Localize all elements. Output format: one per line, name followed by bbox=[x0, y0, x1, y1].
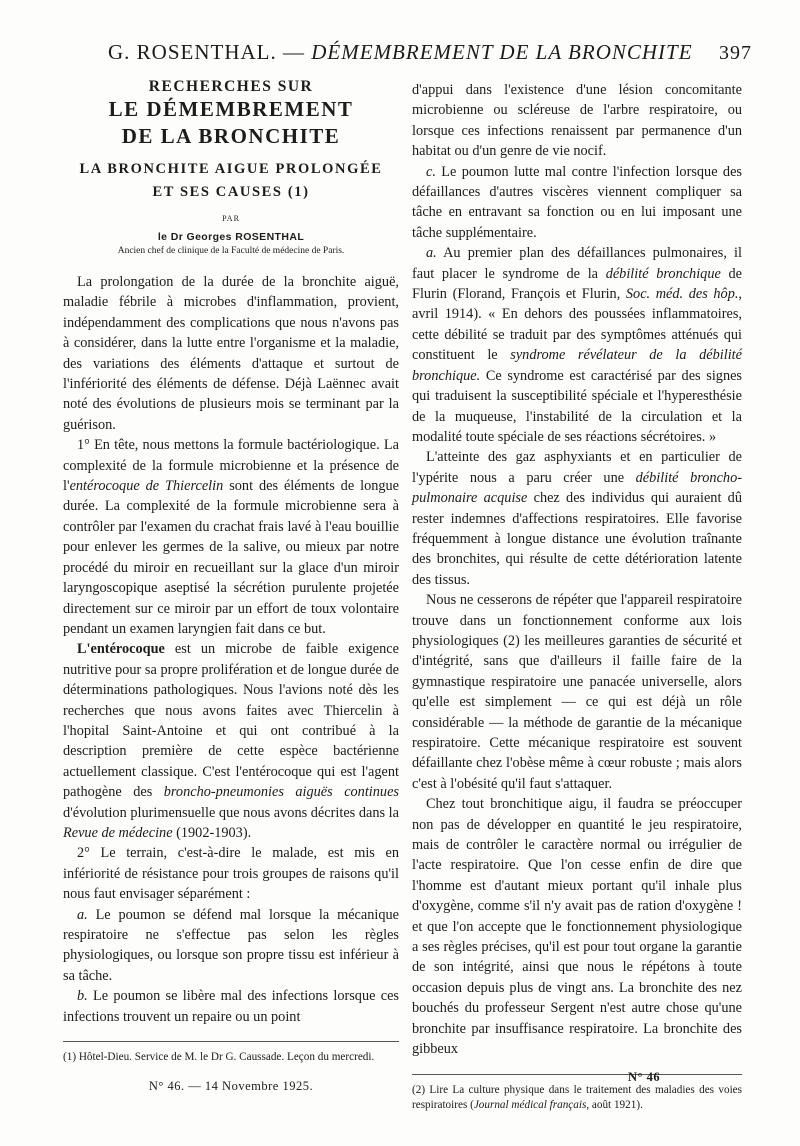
paragraph: b. Le poumon se libère mal des infections lorsque ces infections trouvent un repaire ou un point bbox=[63, 988, 399, 1025]
running-head-title: DÉMEMBREMENT DE LA BRONCHITE bbox=[311, 40, 693, 64]
left-column bbox=[63, 80, 399, 1094]
running-head-text bbox=[108, 40, 693, 65]
subheading-line-2: ET SES CAUSES (1) bbox=[152, 184, 310, 200]
heading-line-3: DE LA BRONCHITE bbox=[121, 124, 341, 148]
paragraph: La prolongation de la durée de la bronchite aiguë, maladie fébrile à microbes d'inflammation, provient, indépendamment des complications que nous n'avons pas à considérer, dans la lutte entre l'organisme et la maladie, des variations des éléments d'attaque et surtout de l'infériorité des éléments de défense. Déjà Laënnec avait noté des évolutions de plusieurs mois se terminant par la guérison. bbox=[63, 274, 399, 433]
author-name: le Dr Georges ROSENTHAL bbox=[157, 231, 305, 243]
heading-line-1: RECHERCHES SUR bbox=[148, 78, 314, 95]
paragraph: 1° En tête, nous mettons la formule bactériologique. La complexité de la formule microbienne et la présence de l'entérocoque de Thiercelin sont des éléments de longue durée. La complexité de la formule microbienne sera à contrôler par l'examen du crachat frais lavé à l'eau bouillie pour enlever les germes de la salive, ou mieux par notre procédé du miroir en recueillant sur la glace d'un miroir laryngoscopique aseptisé la sécrétion purulente projetée directement sur ce miroir par un effort de toux volontaire pendant un examen laryngien fait dans ce but. bbox=[63, 437, 400, 637]
byline-par: PAR bbox=[222, 214, 240, 223]
footnote: (2) Lire La culture physique dans le traitement des maladies des voies respiratoires (Journal médical français, août 1921). bbox=[412, 1083, 742, 1111]
author-affiliation: Ancien chef de clinique de la Faculté de médecine de Paris. bbox=[117, 246, 345, 256]
issue-number: N° 46 bbox=[628, 1070, 661, 1084]
paragraph: a. Le poumon se défend mal lorsque la mécanique respiratoire ne s'effectue pas selon les règles physiologiques, ou lorsque son propre tissu est inférieur à sa tâche. bbox=[63, 906, 399, 984]
running-head bbox=[108, 40, 752, 76]
paragraph: L'atteinte des gaz asphyxiants et en particulier de l'ypérite nous a paru créer une débilité broncho-pulmonaire acquise chez des individus qui auraient dû rester indemnes d'affections respiratoires. Elle favorise fréquemment à longue distance une évolution traînante des bronchites, qui résulte de cette détérioration latente des tissus. bbox=[412, 449, 742, 588]
paragraph: 2° Le terrain, c'est-à-dire le malade, est mis en infériorité de résistance pour trois groupes de raisons qu'il nous faut envisager séparément : bbox=[63, 845, 399, 903]
footnote: (1) Hôtel-Dieu. Service de M. le Dr G. Caussade. Leçon du mercredi. bbox=[63, 1051, 375, 1064]
paragraph: d'appui dans l'existence d'une lésion concomitante microbienne ou scléreuse de l'arbre respiratoire, ou lorsque ces infections renaissent par permanence d'un habitat ou d'un genre de vie nocif. bbox=[412, 82, 742, 160]
running-head-author: G. ROSENTHAL. — bbox=[108, 40, 305, 64]
paragraph: a. Au premier plan des défaillances pulmonaires, il faut placer le syndrome de la débilité bronchique de Flurin (Florand, François et Flurin, Soc. méd. des hôp., avril 1914). « En dehors des poussées inflammatoires, cette débilité se traduit par des symptômes atténués qui constituent le syndrome révélateur de la débilité bronchique. Ce syndrome est caractérisé par des signes qui traduisent la susceptibilité spéciale et l'hyperesthésie de la muqueuse, l'instabilité de la circulation et la modalité toute spéciale de ses réactions sécrétoires. » bbox=[412, 245, 742, 445]
heading-line-2: LE DÉMEMBREMENT bbox=[108, 97, 354, 121]
paragraph: Nous ne cesserons de répéter que l'appareil respiratoire trouve dans un fonctionnement conforme aux lois physiologiques (2) les meilleures garanties de sécurité et d'intégrité, sans que d'ailleurs il faille faire de la gymnastique respiratoire une panacée universelle, alors qu'elle est simplement — ce qui est déjà un rôle considérable — la méthode de garantie de la mécanique respiratoire. Cette mécanique respiratoire est souvent défaillante chez l'obèse même à cœur robuste ; mais alors c'est à l'obésité qu'il faut s'attaquer. bbox=[412, 592, 742, 792]
paragraph: c. Le poumon lutte mal contre l'infection lorsque des défaillances d'autres viscères viennent compliquer sa tâche en entravant sa fonction ou en lui imposant une tâche supplémentaire. bbox=[412, 163, 742, 241]
subheading-line-1: LA BRONCHITE AIGUE PROLONGÉE bbox=[79, 161, 383, 177]
right-column bbox=[412, 80, 742, 1113]
footnote-rule bbox=[63, 1041, 399, 1042]
page-number: 397 bbox=[719, 42, 752, 64]
paragraph: Chez tout bronchitique aigu, il faudra se préoccuper non pas de développer en quantité le jeu respiratoire, mais de contrôler le caractère normal ou irrégulier de l'acte respiratoire. Que l'on cesse enfin de dire que l'homme est d'autant mieux portant qu'il inhale plus d'oxygène, comme s'il n'y avait pas de ration d'oxygène ! et que l'on accepte que le fonctionnement physiologique a ses règles précises, qu'il est pour tout organe la garantie de son intégrité, ainsi que nous le répétons à toute occasion depuis plus de vingt ans. La bronchite des nez bouchés du professeur Sergent n'est autre chose qu'une bronchite par insuffisance respiratoire. La bronchite des gibbeux bbox=[412, 796, 742, 1058]
article-heading bbox=[63, 78, 399, 256]
issue-line: N° 46. — 14 Novembre 1925. bbox=[148, 1079, 314, 1094]
left-body-text bbox=[63, 272, 399, 1027]
paragraph: L'entérocoque est un microbe de faible exigence nutritive pour sa propre prolifération et de longue durée de déterminations pathologiques. Nous l'avions noté dès les recherches que nous avons faites avec Thiercelin à l'hopital Saint-Antoine et qui ont contribué à la description première de cette espèce bactérienne actuellement classique. C'est l'entérocoque qui est l'agent pathogène des broncho-pneumonies aiguës continues d'évolution plurimensuelle que nous avons décrites dans la Revue de médecine (1902-1903). bbox=[63, 641, 399, 841]
footnote-rule bbox=[412, 1074, 742, 1075]
